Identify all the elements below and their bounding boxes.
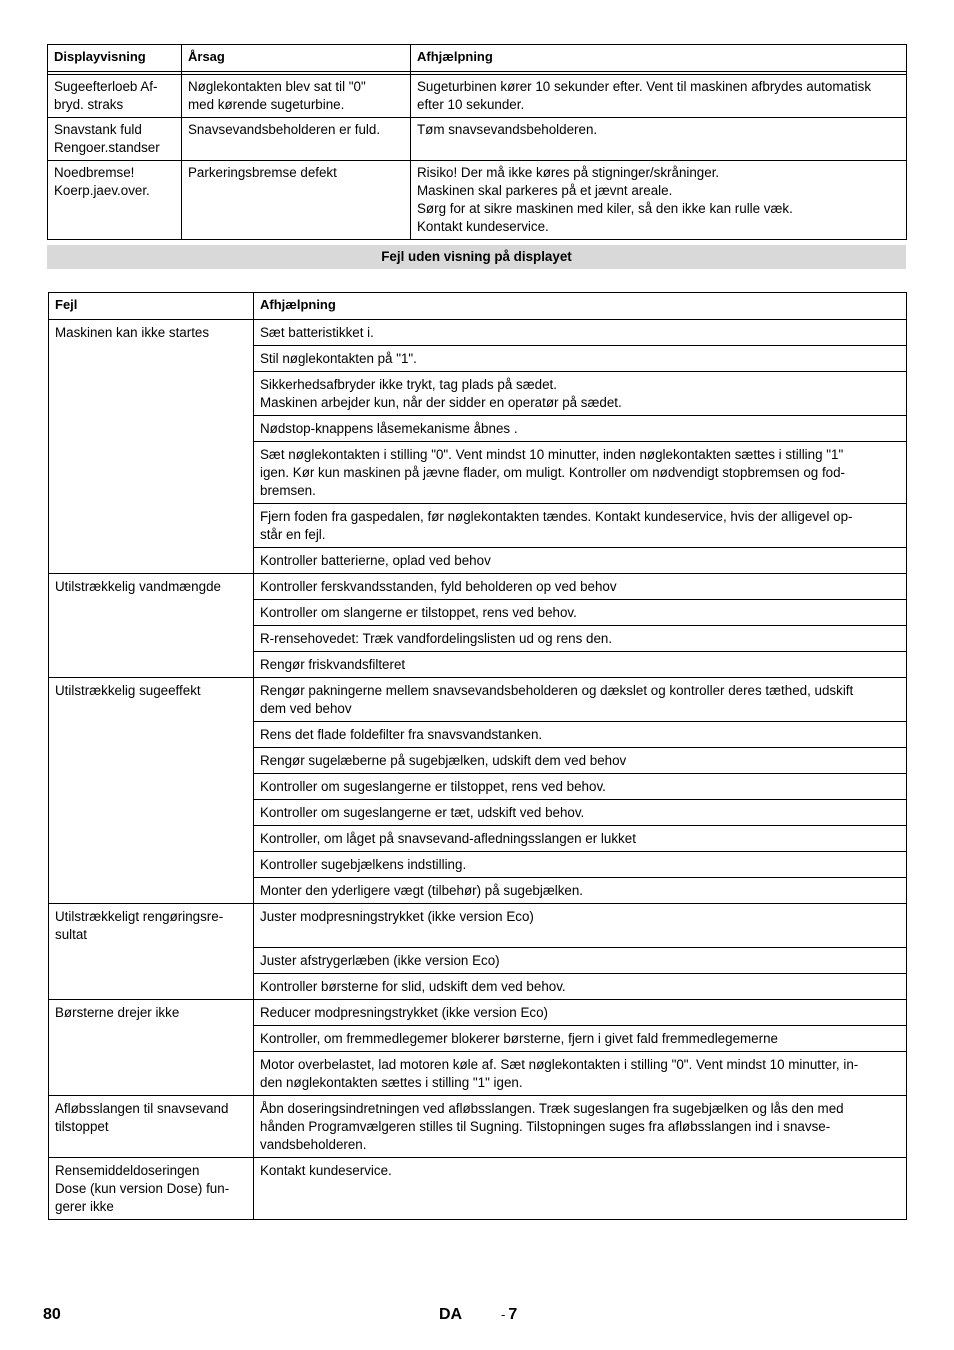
remedy: Risiko! Der må ikke køres på stigninger/skråninger. Maskinen skal parkeres på et jævnt areale. Sørg for at sikre maskinen med kiler, så den ikke kan rulle væk. Kontakt kundeservice. [411, 161, 907, 240]
header-remedy: Afhjælpning [411, 45, 907, 72]
remedy: Rengør sugelæberne på sugebjælken, udskift dem ved behov [254, 748, 907, 774]
table-header-row [49, 293, 907, 320]
page-number: 80 [43, 1306, 61, 1323]
remedy: Stil nøglekontakten på "1". [254, 346, 907, 372]
remedy: Motor overbelastet, lad motoren køle af. Sæt nøglekontakten i stilling "0". Vent mindst 10 minutter, in- den nøglekontakten sættes i stilling "1" igen. [254, 1051, 907, 1095]
fault [49, 947, 254, 973]
remedy: Reducer modpresningstrykket (ikke version Eco) [254, 999, 907, 1025]
remedy: Kontroller batterierne, oplad ved behov [254, 548, 907, 574]
header-cause: Årsag [182, 45, 411, 72]
remedy: Juster afstrygerlæben (ikke version Eco) [254, 947, 907, 973]
cause: Nøglekontakten blev sat til "0" med kørende sugeturbine. [182, 75, 411, 118]
remedy: Fjern foden fra gaspedalen, før nøglekontakten tændes. Kontakt kundeservice, hvis der alligevel op- står en fejl. [254, 504, 907, 548]
remedy: Åbn doseringsindretningen ved afløbsslangen. Træk sugeslangen fra sugebjælken og lås den med hånden Programvælgeren stilles til Sugning. Tilstopningen suges fra afløbsslangen ind i snavse- vandsbeholderen. [254, 1095, 907, 1157]
language-code: DA [439, 1306, 463, 1323]
fault: Børsterne drejer ikke [49, 999, 254, 1025]
remedy: Kontroller om slangerne er tilstoppet, rens ved behov. [254, 600, 907, 626]
remedy: R-rensehovedet: Træk vandfordelingslisten ud og rens den. [254, 626, 907, 652]
table-row [49, 1025, 907, 1051]
fault [49, 748, 254, 774]
table-row [49, 626, 907, 652]
fault [49, 442, 254, 504]
remedy: Kontroller ferskvandsstanden, fyld beholderen op ved behov [254, 574, 907, 600]
table-row [48, 118, 907, 161]
table-row [49, 600, 907, 626]
sub-page-dash: - [501, 1307, 506, 1322]
fault [49, 548, 254, 574]
fault [49, 416, 254, 442]
table-row [49, 574, 907, 600]
table-row [49, 678, 907, 722]
fault [49, 1051, 254, 1095]
remedy: Sugeturbinen kører 10 sekunder efter. Vent til maskinen afbrydes automatisk efter 10 sekunder. [411, 75, 907, 118]
remedy: Sæt nøglekontakten i stilling "0". Vent mindst 10 minutter, inden nøglekontakten sættes i stilling "1" igen. Kør kun maskinen på jævne flader, om muligt. Kontroller om nødvendigt stopbremsen og fod- bremsen. [254, 442, 907, 504]
table-row [49, 1157, 907, 1219]
fault [49, 826, 254, 852]
fault [49, 722, 254, 748]
table-row [49, 852, 907, 878]
remedy: Rengør friskvandsfilteret [254, 652, 907, 678]
faults-without-display-table [48, 292, 907, 1220]
remedy: Sæt batteristikket i. [254, 320, 907, 346]
fault [49, 973, 254, 999]
fault [49, 800, 254, 826]
table-row [48, 75, 907, 118]
remedy: Kontroller, om fremmedlegemer blokerer børsterne, fjern i givet fald fremmedlegemerne [254, 1025, 907, 1051]
header-display: Displayvisning [48, 45, 182, 72]
header-fault: Fejl [49, 293, 254, 320]
display-message: Snavstank fuld Rengoer.standser [48, 118, 182, 161]
fault: Rensemiddeldoseringen Dose (kun version Dose) fun- gerer ikke [49, 1157, 254, 1219]
remedy: Juster modpresningstrykket (ikke version Eco) [254, 904, 907, 948]
remedy: Sikkerhedsafbryder ikke trykt, tag plads på sædet. Maskinen arbejder kun, når der sidder en operatør på sædet. [254, 372, 907, 416]
table-row [49, 416, 907, 442]
sub-page [501, 1306, 517, 1324]
fault: Utilstrækkelig vandmængde [49, 574, 254, 600]
cause: Snavsevandsbeholderen er fuld. [182, 118, 411, 161]
table-row [49, 346, 907, 372]
sub-page-number: 7 [508, 1306, 518, 1323]
table-row [49, 372, 907, 416]
fault [49, 852, 254, 878]
remedy: Monter den yderligere vægt (tilbehør) på sugebjælken. [254, 878, 907, 904]
fault: Utilstrækkelig sugeeffekt [49, 678, 254, 722]
remedy: Kontakt kundeservice. [254, 1157, 907, 1219]
fault [49, 600, 254, 626]
remedy: Nødstop-knappens låsemekanisme åbnes . [254, 416, 907, 442]
table-row [49, 826, 907, 852]
fault [49, 372, 254, 416]
display-message: Noedbremse! Koerp.jaev.over. [48, 161, 182, 240]
table-row [49, 1095, 907, 1157]
section-title: Fejl uden visning på displayet [47, 245, 906, 269]
fault [49, 346, 254, 372]
remedy: Rens det flade foldefilter fra snavsvandstanken. [254, 722, 907, 748]
table-row [49, 999, 907, 1025]
fault [49, 1025, 254, 1051]
table-row [49, 774, 907, 800]
table-row [49, 442, 907, 504]
cause: Parkeringsbremse defekt [182, 161, 411, 240]
table-row [49, 722, 907, 748]
table-row [49, 947, 907, 973]
table-row [49, 504, 907, 548]
remedy: Tøm snavsevandsbeholderen. [411, 118, 907, 161]
table-row [49, 973, 907, 999]
remedy: Kontroller om sugeslangerne er tilstoppet, rens ved behov. [254, 774, 907, 800]
remedy: Kontroller sugebjælkens indstilling. [254, 852, 907, 878]
fault [49, 774, 254, 800]
table-row [49, 878, 907, 904]
fault: Maskinen kan ikke startes [49, 320, 254, 346]
remedy: Kontroller børsterne for slid, udskift dem ved behov. [254, 973, 907, 999]
table-row [49, 748, 907, 774]
remedy: Rengør pakningerne mellem snavsevandsbeholderen og dækslet og kontroller deres tæthed, udskift dem ved behov [254, 678, 907, 722]
table-row [49, 548, 907, 574]
table-row [48, 161, 907, 240]
remedy: Kontroller om sugeslangerne er tæt, udskift ved behov. [254, 800, 907, 826]
table-row [49, 800, 907, 826]
fault [49, 652, 254, 678]
fault [49, 626, 254, 652]
table-row [49, 652, 907, 678]
fault: Utilstrækkeligt rengøringsre- sultat [49, 904, 254, 948]
fault [49, 504, 254, 548]
fault [49, 878, 254, 904]
display-messages-table [47, 44, 907, 240]
table-row [49, 320, 907, 346]
header-remedy: Afhjælpning [254, 293, 907, 320]
fault: Afløbsslangen til snavsevand tilstoppet [49, 1095, 254, 1157]
table-row [49, 1051, 907, 1095]
table-header-row [48, 45, 907, 72]
table-row [49, 904, 907, 948]
remedy: Kontroller, om låget på snavsevand-afledningsslangen er lukket [254, 826, 907, 852]
display-message: Sugeefterloeb Af- bryd. straks [48, 75, 182, 118]
